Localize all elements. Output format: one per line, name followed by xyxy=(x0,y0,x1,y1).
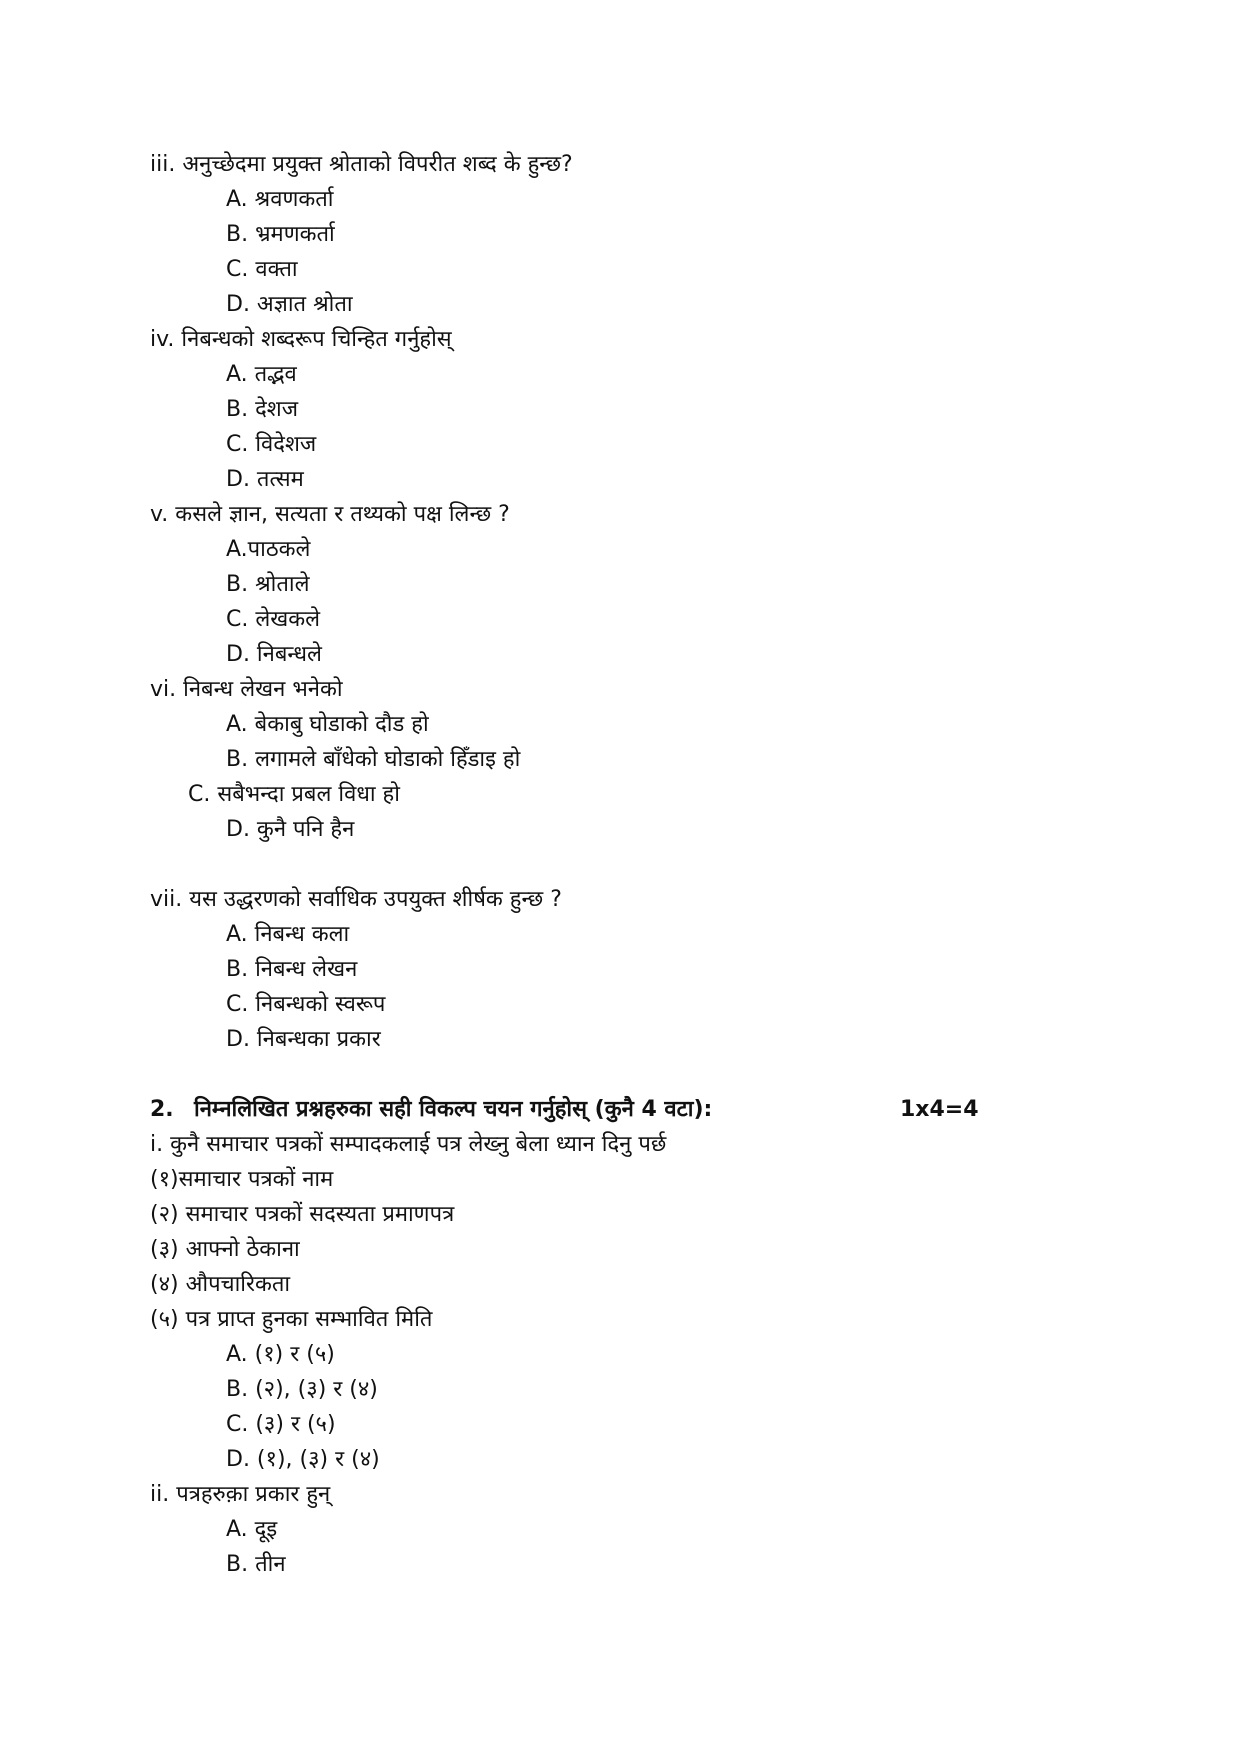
section-2-question-ii-option-a: A. दूइ xyxy=(226,1517,278,1542)
question-iv-option-c: C. विदेशज xyxy=(226,432,317,457)
section-2-question-i-item-1: (१)समाचार पत्रकों नाम xyxy=(150,1167,334,1192)
question-v-option-d: D. निबन्धले xyxy=(226,642,322,667)
question-vi-prompt: vi. निबन्ध लेखन भनेको xyxy=(150,677,343,702)
section-2-question-i-prompt: i. कुनै समाचार पत्रकों सम्पादकलाई पत्र लेख्नु बेला ध्यान दिनु पर्छ xyxy=(150,1132,667,1157)
question-v-prompt: v. कसले ज्ञान, सत्यता र तथ्यको पक्ष लिन्छ ? xyxy=(150,502,510,527)
section-2-question-i-item-2: (२) समाचार पत्रकों सदस्यता प्रमाणपत्र xyxy=(150,1202,455,1227)
section-2-question-i-option-c: C. (३) र (५) xyxy=(226,1412,336,1437)
question-vi-option-c: C. सबैभन्दा प्रबल विधा हो xyxy=(188,782,400,807)
question-vii-prompt: vii. यस उद्धरणको सर्वाधिक उपयुक्त शीर्षक हुन्छ ? xyxy=(150,887,562,912)
section-2-question-i-item-3: (३) आफ्नो ठेकाना xyxy=(150,1237,300,1262)
question-iv-option-d: D. तत्सम xyxy=(226,467,304,492)
question-iv-prompt: iv. निबन्धको शब्दरूप चिन्हित गर्नुहोस् xyxy=(150,327,452,352)
section-2-question-i-item-4: (४) औपचारिकता xyxy=(150,1272,291,1297)
section-2-heading: निम्नलिखित प्रश्नहरुका सही विकल्प चयन गर्नुहोस् (कुनै 4 वटा): xyxy=(194,1097,713,1122)
section-2-number: 2. xyxy=(150,1097,174,1122)
section-2-question-i-item-5: (५) पत्र प्राप्त हुनका सम्भावित मिति xyxy=(150,1307,433,1332)
question-iv-option-b: B. देशज xyxy=(226,397,299,422)
question-iv-option-a: A. तद्भव xyxy=(226,362,297,387)
question-v-option-c: C. लेखकले xyxy=(226,607,321,632)
question-iii-option-d: D. अज्ञात श्रोता xyxy=(226,292,353,317)
question-iii-prompt: iii. अनुच्छेदमा प्रयुक्त श्रोताको विपरीत शब्द के हुन्छ? xyxy=(150,152,573,177)
question-v-option-a: A.पाठकले xyxy=(226,537,311,562)
section-2-question-i-option-b: B. (२), (३) र (४) xyxy=(226,1377,378,1402)
question-vii-option-b: B. निबन्ध लेखन xyxy=(226,957,358,982)
question-vii-option-d: D. निबन्धका प्रकार xyxy=(226,1027,381,1052)
question-iii-option-b: B. भ्रमणकर्ता xyxy=(226,222,335,247)
question-iii-option-a: A. श्रवणकर्ता xyxy=(226,187,334,212)
question-iii-option-c: C. वक्ता xyxy=(226,257,298,282)
section-2-question-ii-option-b: B. तीन xyxy=(226,1552,286,1577)
section-2-question-ii-prompt: ii. पत्रहरुक़ा प्रकार हुन् xyxy=(150,1482,331,1507)
question-vi-option-d: D. कुनै पनि हैन xyxy=(226,817,355,842)
question-v-option-b: B. श्रोताले xyxy=(226,572,310,597)
section-2-marks: 1x4=4 xyxy=(900,1097,979,1122)
question-vii-option-a: A. निबन्ध कला xyxy=(226,922,350,947)
question-vi-option-b: B. लगामले बाँधेको घोडाको हिँडाइ हो xyxy=(226,747,521,772)
question-vii-option-c: C. निबन्धको स्वरूप xyxy=(226,992,386,1017)
section-2-question-i-option-d: D. (१), (३) र (४) xyxy=(226,1447,380,1472)
section-2-question-i-option-a: A. (१) र (५) xyxy=(226,1342,335,1367)
question-vi-option-a: A. बेकाबु घोडाको दौड हो xyxy=(226,712,429,737)
